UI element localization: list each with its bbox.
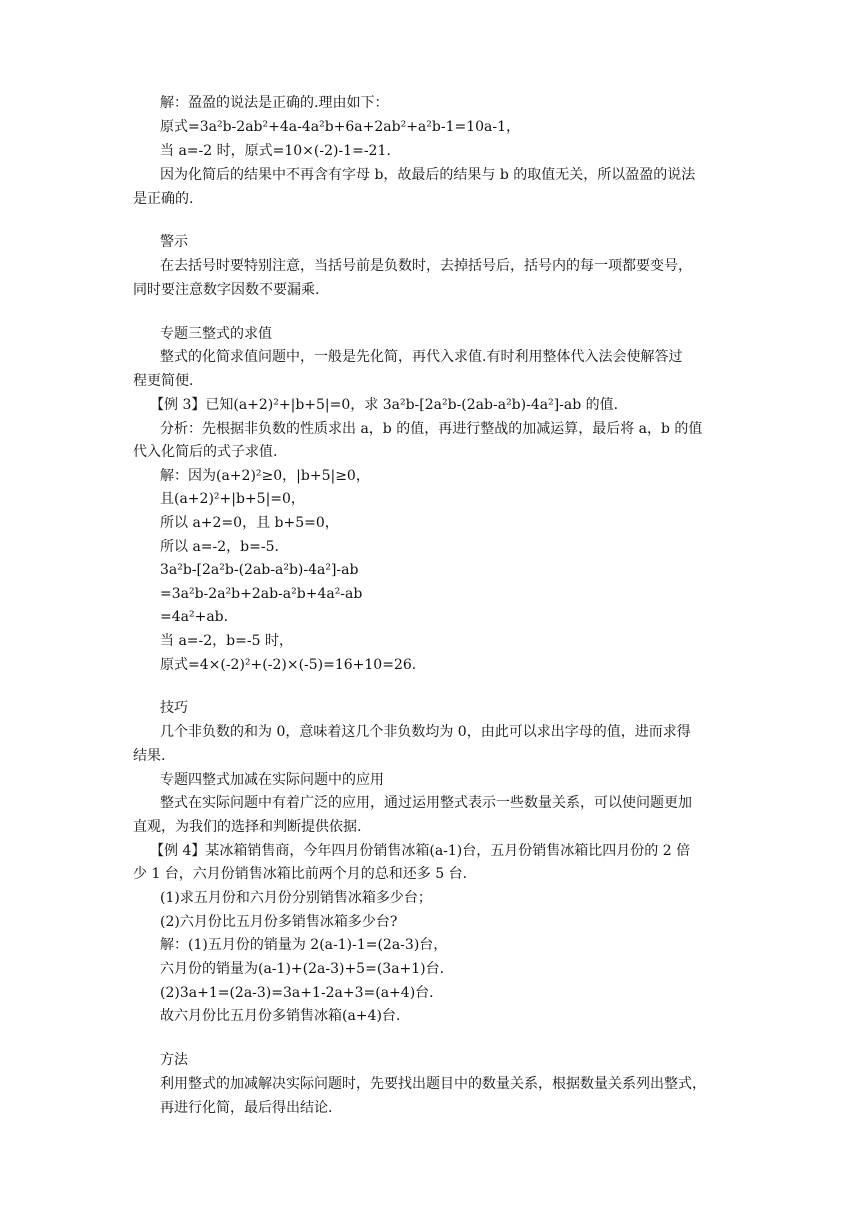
example-3-analysis-2: 代入化简后的式子求值. [133,444,278,460]
method-text-1: 利用整式的加减解决实际问题时，先要找出题目中的数量关系，根据数量关系列出整式， [160,1076,706,1092]
warning-text-1: 在去括号时要特别注意，当括号前是负数时，去掉括号后，括号内的每一项都要变号， [160,258,692,274]
example-4-problem-2: 少 1 台，六月份销售冰箱比前两个月的总和还多 5 台. [133,866,468,882]
example-3-problem: 【例 3】已知(a+2)²+|b+5|=0，求 3a²b-[2a²b-(2ab-a²b)-4a²]-ab 的值. [150,397,619,413]
solution-intro: 解：盈盈的说法是正确的.理由如下： [160,95,389,111]
topic-3-intro-2: 程更简便. [133,373,194,389]
topic-4-intro-1: 整式在实际问题中有着广泛的应用，通过运用整式表示一些数量关系，可以使问题更加 [160,795,692,811]
example-3-analysis-1: 分析：先根据非负数的性质求出 a，b 的值，再进行整战的加减运算，最后将 a，b 的值 [160,421,703,437]
section-heading-method: 方法 [160,1052,188,1068]
example-3-step-3: 所以 a+2=0，且 b+5=0， [160,515,339,531]
topic-4-intro-2: 直观，为我们的选择和判断提供依据. [133,819,362,835]
example-3-step-5: 3a²b-[2a²b-(2ab-a²b)-4a²]-ab [160,562,359,578]
substitute-value: 当 a=-2 时，原式=10×(-2)-1=-21. [160,143,391,159]
section-heading-topic-4: 专题四整式加减在实际问题中的应用 [160,772,384,788]
example-3-step-2: 且(a+2)²+|b+5|=0， [160,491,305,507]
section-heading-warning: 警示 [160,234,188,250]
example-3-result: 原式=4×(-2)²+(-2)×(-5)=16+10=26. [160,657,417,673]
example-4-answer-2: 六月份的销量为(a-1)+(2a-3)+5=(3a+1)台. [160,961,445,977]
example-4-conclusion: 故六月份比五月份多销售冰箱(a+4)台. [160,1008,401,1024]
example-3-step-4: 所以 a=-2，b=-5. [160,539,279,555]
example-3-step-6: =3a²b-2a²b+2ab-a²b+4a²-ab [160,586,363,602]
tip-text-2: 结果. [133,748,166,764]
warning-text-2: 同时要注意数字因数不要漏乘. [133,282,320,298]
example-4-answer-1: 解：(1)五月份的销量为 2(a-1)-1=(2a-3)台， [160,937,448,953]
topic-3-intro-1: 整式的化简求值问题中，一般是先化简，再代入求值.有时利用整体代入法会使解答过 [160,349,683,365]
example-4-question-1: (1)求五月份和六月份分别销售冰箱多少台； [160,890,432,906]
example-4-problem-1: 【例 4】某冰箱销售商，今年四月份销售冰箱(a-1)台，五月份销售冰箱比四月份的 2 倍 [150,843,691,859]
tip-text-1: 几个非负数的和为 0，意味着这几个非负数均为 0，由此可以求出字母的值，进而求得 [160,724,691,740]
example-4-question-2: (2)六月份比五月份多销售冰箱多少台? [160,914,398,930]
example-3-step-1: 解：因为(a+2)²≥0，|b+5|≥0， [160,468,370,484]
simplify-expression: 原式=3a²b-2ab²+4a-4a²b+6a+2ab²+a²b-1=10a-1， [160,119,521,135]
explanation-line-1: 因为化简后的结果中不再含有字母 b，故最后的结果与 b 的取值无关，所以盈盈的说法 [160,167,696,183]
example-4-answer-3: (2)3a+1=(2a-3)=3a+1-2a+3=(a+4)台. [160,985,434,1001]
method-text-2: 再进行化简，最后得出结论. [160,1100,333,1116]
example-3-step-8: 当 a=-2，b=-5 时， [160,633,293,649]
section-heading-tip: 技巧 [160,700,188,716]
section-heading-topic-3: 专题三整式的求值 [160,326,272,342]
explanation-line-2: 是正确的. [133,191,194,207]
example-3-step-7: =4a²+ab. [160,609,229,625]
